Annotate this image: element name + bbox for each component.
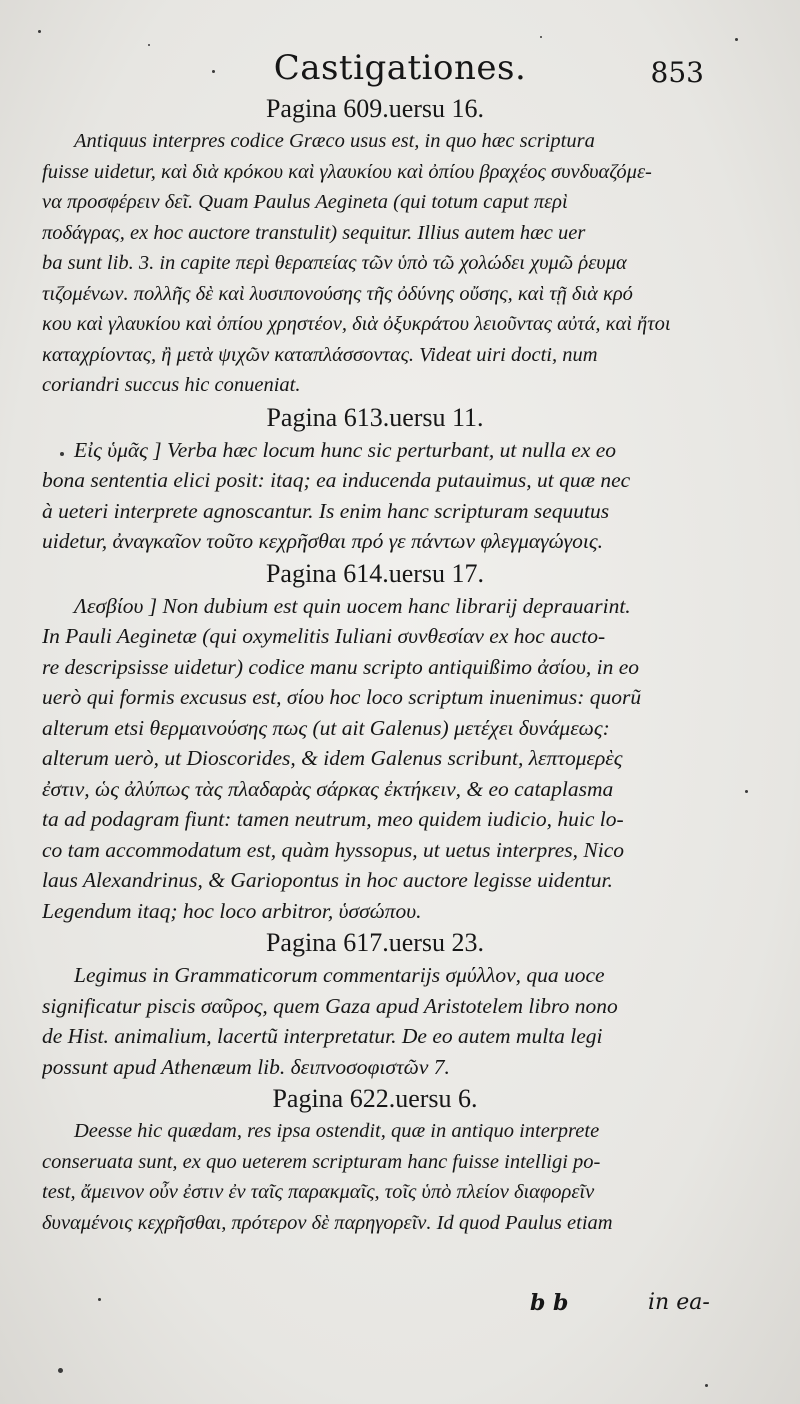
text-line: Legendum itaq; hoc loco arbitror, ὑσσώπου. [42,898,422,923]
text-line: τιζομένων. πολλῆς δὲ καὶ λυσιπονούσης τῆς ὀδύνης οὔσης, καὶ τῇ διὰ κρό [42,282,633,305]
text-line: de Hist. animalium, lacertũ interpretatur. De eo autem multa legi [42,1024,603,1048]
text-line: Antiquus interpres codice Græco usus est, in quo hæc scriptura [74,130,595,152]
ink-speck [745,790,748,793]
text-line: coriandri succus hic conueniat. [42,374,301,396]
section-heading: Pagina 617.uersu 23. [265,928,485,957]
section-body [42,435,708,557]
text-line: δυναμένοις κεχρῆσθαι, πρότερον δὲ παρηγορεῖν. Id quod Paulus etiam [42,1211,613,1234]
catchline [0,1290,800,1326]
text-line: laus Alexandrinus, & Gariopontus in hoc auctore legisse uidentur. [42,868,613,892]
text-line: καταχρίοντας, ἢ μετὰ ψιχῶν καταπλάσσοντας. Videat uiri docti, num [42,343,598,366]
section-heading: Pagina 622.uersu 6. [272,1084,478,1113]
ink-speck [735,38,738,41]
running-head: Castigationes. [273,48,527,88]
text-line: alterum uerò, ut Dioscorides, & idem Galenus scribunt, λεπτομερὲς [42,746,623,770]
section-body [42,1116,708,1238]
text-line: In Pauli Aeginetæ (qui oxymelitis Iuliani συνθεσίαν ex hoc aucto- [42,624,606,648]
text-line: possunt apud Athenæum lib. δειπνοσοφιστῶν 7. [42,1054,450,1079]
text-line: significatur piscis σαῦρος, quem Gaza apud Aristotelem libro nono [42,993,618,1018]
text-line: ba sunt lib. 3. in capite περὶ θεραπείας τῶν ὑπὸ τῶ χολώδει χυμῶ ῥευμα [42,252,627,274]
text-line: Εἰς ὑμᾶς ] Verba hæc locum hunc sic perturbant, ut nulla ex eo [74,437,617,462]
text-line: à ueteri interprete agnoscantur. Is enim hanc scripturam sequutus [42,498,610,523]
section-body [42,126,708,401]
page-number: 853 [650,56,704,89]
signature-mark: b b [530,1290,569,1316]
text-line: conseruata sunt, ex quo ueterem scripturam hanc fuisse intelligi po- [42,1150,601,1173]
text-line: alterum etsi θερμαινούσης πως (ut ait Galenus) μετέχει δυνάμεως: [42,715,610,740]
text-line: test, ἄμεινον οὖν ἐστιν ἐν ταῖς παρακμαῖς, τοῖς ὑπὸ πλείον διαφορεῖν [42,1181,595,1203]
text-line: co tam accommodatum est, quàm hyssopus, ut uetus interpres, Nico [42,837,625,862]
ink-speck [58,1368,63,1373]
text-line: Deesse hic quædam, res ipsa ostendit, quæ in antiquo interprete [74,1120,600,1142]
catchword: in ea- [648,1290,710,1315]
section-heading: Pagina 613.uersu 11. [266,402,484,432]
ink-speck [148,44,150,46]
text-line: Λεσβίου ] Non dubium est quin uocem hanc librarij deprauarint. [74,593,631,618]
text-line: re descripsisse uidetur) codice manu scripto antiquißimo ἀσίου, in eo [42,654,640,679]
section-heading: Pagina 609.uersu 16. [265,94,485,123]
ink-speck [705,1384,708,1387]
text-line: να προσφέρειν δεῖ. Quam Paulus Aegineta (qui totum caput περὶ [42,191,568,213]
ink-speck [540,36,542,38]
text-line: Legimus in Grammaticorum commentarijs σμύλλον, qua uoce [74,963,605,987]
text-line: ποδάγρας, ex hoc auctore transtulit) sequitur. Illius autem hæc uer [42,221,586,244]
text-line: κου καὶ γλαυκίου καὶ ὀπίου χρηστέον, διὰ ὀξυκράτου λειοῦντας αὐτά, καὶ ἤτοι [42,313,671,335]
section-heading: Pagina 614.uersu 17. [265,558,485,588]
text-line: uerò qui formis excusus est, σίου hoc loco scriptum inuenimus: quorũ [42,685,642,709]
text-line: ἐστιν, ὡς ἀλύπως τὰς πλαδαρὰς σάρκας ἐκτήκειν, & eo cataplasma [42,776,614,801]
ink-speck [38,30,41,33]
section-body [42,960,708,1082]
text-block [42,92,708,1238]
text-line: ta ad podagram fiunt: tamen neutrum, meo quidem iudicio, huic lo- [42,807,624,831]
text-line: uidetur, ἀναγκαῖον τοῦτο κεχρῆσθαι πρό γε πάντων φλεγμαγώγοις. [42,529,603,553]
section-body [42,591,708,927]
text-line: bona sententia elici posit: itaq; ea inducenda putauimus, ut quæ nec [42,468,631,492]
text-line: fuisse uidetur, καὶ διὰ κρόκου καὶ γλαυκίου καὶ ὀπίου βραχέος συνδυαζόμε- [42,160,652,183]
